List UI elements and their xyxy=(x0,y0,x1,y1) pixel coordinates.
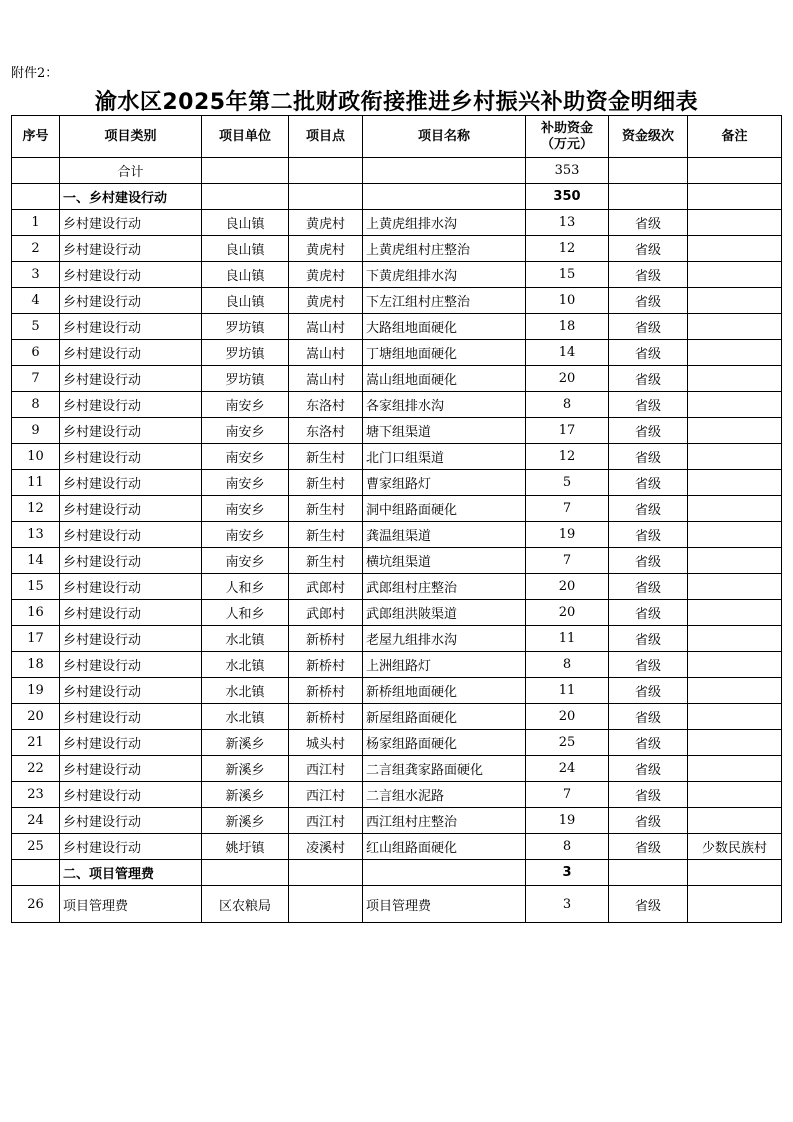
cell-seq: 1 xyxy=(12,210,60,236)
cell-site: 西江村 xyxy=(289,756,363,782)
table-row xyxy=(12,392,782,418)
cell-name: 新屋组路面硬化 xyxy=(363,704,526,730)
cell-site: 东洛村 xyxy=(289,392,363,418)
cell-seq: 13 xyxy=(12,522,60,548)
table-row xyxy=(12,470,782,496)
cell-unit: 新溪乡 xyxy=(202,756,289,782)
cell-category: 乡村建设行动 xyxy=(60,496,202,522)
cell-site: 新生村 xyxy=(289,548,363,574)
cell-level: 省级 xyxy=(609,782,688,808)
cell-funds: 10 xyxy=(526,288,609,314)
cell-remark xyxy=(688,704,782,730)
cell-category: 乡村建设行动 xyxy=(60,340,202,366)
cell-remark xyxy=(688,210,782,236)
cell-funds: 12 xyxy=(526,236,609,262)
header-unit: 项目单位 xyxy=(202,116,289,158)
cell-funds: 3 xyxy=(526,886,609,923)
cell-category: 项目管理费 xyxy=(60,886,202,923)
cell-funds: 20 xyxy=(526,704,609,730)
cell-site: 嵩山村 xyxy=(289,314,363,340)
cell-site: 黄虎村 xyxy=(289,210,363,236)
cell-funds: 7 xyxy=(526,496,609,522)
cell-site: 黄虎村 xyxy=(289,288,363,314)
table-row xyxy=(12,808,782,834)
cell-remark xyxy=(688,340,782,366)
cell-remark xyxy=(688,808,782,834)
cell-name: 项目管理费 xyxy=(363,886,526,923)
cell-level: 省级 xyxy=(609,236,688,262)
cell-name: 杨家组路面硬化 xyxy=(363,730,526,756)
cell-site: 新生村 xyxy=(289,444,363,470)
cell-funds: 20 xyxy=(526,366,609,392)
cell-unit: 罗坊镇 xyxy=(202,314,289,340)
cell-seq: 10 xyxy=(12,444,60,470)
cell-unit: 新溪乡 xyxy=(202,808,289,834)
table-row xyxy=(12,340,782,366)
cell-level: 省级 xyxy=(609,418,688,444)
cell-site: 东洛村 xyxy=(289,418,363,444)
cell-category: 乡村建设行动 xyxy=(60,704,202,730)
header-seq: 序号 xyxy=(12,116,60,158)
cell-name: 北门口组渠道 xyxy=(363,444,526,470)
cell-funds: 8 xyxy=(526,652,609,678)
cell-name: 嵩山组地面硬化 xyxy=(363,366,526,392)
table-row xyxy=(12,652,782,678)
cell-level: 省级 xyxy=(609,626,688,652)
cell-seq: 5 xyxy=(12,314,60,340)
cell-category: 乡村建设行动 xyxy=(60,678,202,704)
cell-funds: 19 xyxy=(526,522,609,548)
cell-category: 乡村建设行动 xyxy=(60,314,202,340)
cell-unit: 南安乡 xyxy=(202,444,289,470)
cell-seq: 2 xyxy=(12,236,60,262)
cell-site: 新生村 xyxy=(289,522,363,548)
cell-name: 武郎组洪陂渠道 xyxy=(363,600,526,626)
page-title: 渝水区2025年第二批财政衔接推进乡村振兴补助资金明细表 xyxy=(94,90,699,115)
cell-remark xyxy=(688,366,782,392)
section-row xyxy=(12,860,782,886)
cell-seq: 15 xyxy=(12,574,60,600)
cell-unit: 罗坊镇 xyxy=(202,366,289,392)
cell-level: 省级 xyxy=(609,886,688,923)
cell-level: 省级 xyxy=(609,756,688,782)
cell-funds: 19 xyxy=(526,808,609,834)
cell-remark xyxy=(688,496,782,522)
cell-unit: 区农粮局 xyxy=(202,886,289,923)
cell-site: 西江村 xyxy=(289,808,363,834)
cell-unit: 南安乡 xyxy=(202,470,289,496)
cell-name: 西江组村庄整治 xyxy=(363,808,526,834)
cell-category: 乡村建设行动 xyxy=(60,262,202,288)
cell-category: 乡村建设行动 xyxy=(60,548,202,574)
header-remark: 备注 xyxy=(688,116,782,158)
cell-site: 新桥村 xyxy=(289,704,363,730)
cell-remark xyxy=(688,314,782,340)
cell-seq: 9 xyxy=(12,418,60,444)
header-funds-line1: 补助资金 xyxy=(540,120,593,136)
cell-site: 新生村 xyxy=(289,470,363,496)
cell-seq: 18 xyxy=(12,652,60,678)
cell-category: 乡村建设行动 xyxy=(60,288,202,314)
header-row xyxy=(12,116,782,158)
cell-remark xyxy=(688,470,782,496)
cell-name: 横坑组渠道 xyxy=(363,548,526,574)
section2-label: 二、项目管理费 xyxy=(60,860,202,886)
cell-site: 城头村 xyxy=(289,730,363,756)
cell-unit: 南安乡 xyxy=(202,522,289,548)
cell-remark xyxy=(688,652,782,678)
cell-seq: 20 xyxy=(12,704,60,730)
cell-unit: 水北镇 xyxy=(202,704,289,730)
cell-seq: 21 xyxy=(12,730,60,756)
table-row xyxy=(12,834,782,860)
cell-funds: 8 xyxy=(526,834,609,860)
cell-category: 乡村建设行动 xyxy=(60,756,202,782)
cell-remark xyxy=(688,756,782,782)
cell-category: 乡村建设行动 xyxy=(60,444,202,470)
cell-seq: 22 xyxy=(12,756,60,782)
cell-name: 上洲组路灯 xyxy=(363,652,526,678)
cell-site: 嵩山村 xyxy=(289,340,363,366)
cell-unit: 姚圩镇 xyxy=(202,834,289,860)
cell-funds: 24 xyxy=(526,756,609,782)
cell-name: 曹家组路灯 xyxy=(363,470,526,496)
cell-category: 乡村建设行动 xyxy=(60,626,202,652)
table-row xyxy=(12,366,782,392)
cell-level: 省级 xyxy=(609,730,688,756)
cell-level: 省级 xyxy=(609,600,688,626)
cell-name: 新桥组地面硬化 xyxy=(363,678,526,704)
table-row xyxy=(12,730,782,756)
cell-funds: 17 xyxy=(526,418,609,444)
cell-level: 省级 xyxy=(609,444,688,470)
header-category: 项目类别 xyxy=(60,116,202,158)
table-row xyxy=(12,626,782,652)
cell-site: 武郎村 xyxy=(289,574,363,600)
cell-unit: 良山镇 xyxy=(202,210,289,236)
cell-category: 乡村建设行动 xyxy=(60,730,202,756)
cell-unit: 南安乡 xyxy=(202,418,289,444)
cell-remark xyxy=(688,288,782,314)
cell-funds: 12 xyxy=(526,444,609,470)
cell-level: 省级 xyxy=(609,496,688,522)
cell-name: 下左江组村庄整治 xyxy=(363,288,526,314)
cell-remark xyxy=(688,886,782,923)
cell-unit: 水北镇 xyxy=(202,652,289,678)
cell-level: 省级 xyxy=(609,704,688,730)
cell-seq: 11 xyxy=(12,470,60,496)
cell-category: 乡村建设行动 xyxy=(60,522,202,548)
cell-name: 龚温组渠道 xyxy=(363,522,526,548)
cell-remark xyxy=(688,548,782,574)
cell-category: 乡村建设行动 xyxy=(60,366,202,392)
cell-level: 省级 xyxy=(609,340,688,366)
cell-category: 乡村建设行动 xyxy=(60,600,202,626)
section-row xyxy=(12,184,782,210)
cell-remark xyxy=(688,782,782,808)
cell-unit: 南安乡 xyxy=(202,392,289,418)
funds-detail-table xyxy=(11,115,782,923)
cell-site: 武郎村 xyxy=(289,600,363,626)
section1-label: 一、乡村建设行动 xyxy=(60,184,202,210)
cell-seq: 14 xyxy=(12,548,60,574)
cell-level: 省级 xyxy=(609,470,688,496)
table-row xyxy=(12,314,782,340)
cell-funds: 5 xyxy=(526,470,609,496)
table-row xyxy=(12,600,782,626)
cell-remark xyxy=(688,678,782,704)
cell-name: 二言组龚家路面硬化 xyxy=(363,756,526,782)
table-row xyxy=(12,704,782,730)
cell-category: 乡村建设行动 xyxy=(60,574,202,600)
cell-site: 嵩山村 xyxy=(289,366,363,392)
cell-level: 省级 xyxy=(609,834,688,860)
cell-site: 黄虎村 xyxy=(289,262,363,288)
cell-unit: 良山镇 xyxy=(202,288,289,314)
cell-funds: 13 xyxy=(526,210,609,236)
cell-level: 省级 xyxy=(609,314,688,340)
cell-seq: 8 xyxy=(12,392,60,418)
cell-seq: 25 xyxy=(12,834,60,860)
cell-funds: 11 xyxy=(526,678,609,704)
cell-remark xyxy=(688,392,782,418)
cell-name: 二言组水泥路 xyxy=(363,782,526,808)
cell-seq: 24 xyxy=(12,808,60,834)
cell-level: 省级 xyxy=(609,288,688,314)
cell-category: 乡村建设行动 xyxy=(60,782,202,808)
cell-funds: 7 xyxy=(526,548,609,574)
cell-remark xyxy=(688,262,782,288)
cell-funds: 18 xyxy=(526,314,609,340)
cell-site: 新桥村 xyxy=(289,652,363,678)
cell-category: 乡村建设行动 xyxy=(60,834,202,860)
cell-name: 上黄虎组排水沟 xyxy=(363,210,526,236)
table-row xyxy=(12,678,782,704)
table-row xyxy=(12,548,782,574)
cell-name: 各家组排水沟 xyxy=(363,392,526,418)
cell-funds: 15 xyxy=(526,262,609,288)
cell-unit: 水北镇 xyxy=(202,678,289,704)
table-row xyxy=(12,756,782,782)
section2-funds: 3 xyxy=(526,860,609,886)
cell-seq: 19 xyxy=(12,678,60,704)
cell-funds: 7 xyxy=(526,782,609,808)
header-site: 项目点 xyxy=(289,116,363,158)
header-name: 项目名称 xyxy=(363,116,526,158)
cell-category: 乡村建设行动 xyxy=(60,808,202,834)
cell-remark xyxy=(688,418,782,444)
cell-funds: 8 xyxy=(526,392,609,418)
cell-category: 乡村建设行动 xyxy=(60,210,202,236)
cell-level: 省级 xyxy=(609,392,688,418)
cell-funds: 20 xyxy=(526,600,609,626)
cell-seq: 26 xyxy=(12,886,60,923)
section1-funds: 350 xyxy=(526,184,609,210)
cell-seq: 12 xyxy=(12,496,60,522)
cell-seq: 4 xyxy=(12,288,60,314)
cell-category: 乡村建设行动 xyxy=(60,236,202,262)
table-row xyxy=(12,262,782,288)
cell-seq: 3 xyxy=(12,262,60,288)
cell-site: 新桥村 xyxy=(289,626,363,652)
cell-name: 老屋九组排水沟 xyxy=(363,626,526,652)
cell-site: 新生村 xyxy=(289,496,363,522)
cell-remark xyxy=(688,626,782,652)
cell-unit: 南安乡 xyxy=(202,496,289,522)
cell-unit: 罗坊镇 xyxy=(202,340,289,366)
cell-unit: 人和乡 xyxy=(202,600,289,626)
cell-funds: 14 xyxy=(526,340,609,366)
cell-remark xyxy=(688,444,782,470)
cell-name: 上黄虎组村庄整治 xyxy=(363,236,526,262)
cell-level: 省级 xyxy=(609,210,688,236)
cell-name: 下黄虎组排水沟 xyxy=(363,262,526,288)
cell-site: 新桥村 xyxy=(289,678,363,704)
cell-remark xyxy=(688,522,782,548)
cell-site: 黄虎村 xyxy=(289,236,363,262)
cell-unit: 南安乡 xyxy=(202,548,289,574)
cell-unit: 新溪乡 xyxy=(202,782,289,808)
cell-name: 丁塘组地面硬化 xyxy=(363,340,526,366)
table-row xyxy=(12,210,782,236)
table-row xyxy=(12,574,782,600)
cell-level: 省级 xyxy=(609,366,688,392)
cell-seq: 16 xyxy=(12,600,60,626)
cell-remark xyxy=(688,574,782,600)
cell-remark: 少数民族村 xyxy=(688,834,782,860)
total-label: 合计 xyxy=(60,158,202,184)
cell-category: 乡村建设行动 xyxy=(60,418,202,444)
cell-category: 乡村建设行动 xyxy=(60,470,202,496)
cell-name: 塘下组渠道 xyxy=(363,418,526,444)
cell-site: 西江村 xyxy=(289,782,363,808)
cell-category: 乡村建设行动 xyxy=(60,392,202,418)
cell-unit: 良山镇 xyxy=(202,262,289,288)
cell-level: 省级 xyxy=(609,574,688,600)
table-row xyxy=(12,236,782,262)
cell-seq: 6 xyxy=(12,340,60,366)
cell-level: 省级 xyxy=(609,548,688,574)
cell-site xyxy=(289,886,363,923)
cell-remark xyxy=(688,236,782,262)
cell-name: 红山组路面硬化 xyxy=(363,834,526,860)
table-row xyxy=(12,444,782,470)
cell-seq: 17 xyxy=(12,626,60,652)
table-row xyxy=(12,782,782,808)
cell-category: 乡村建设行动 xyxy=(60,652,202,678)
cell-remark xyxy=(688,730,782,756)
cell-funds: 11 xyxy=(526,626,609,652)
header-level: 资金级次 xyxy=(609,116,688,158)
cell-seq: 23 xyxy=(12,782,60,808)
cell-remark xyxy=(688,600,782,626)
header-funds-line2: （万元） xyxy=(540,136,593,152)
cell-unit: 良山镇 xyxy=(202,236,289,262)
cell-name: 武郎组村庄整治 xyxy=(363,574,526,600)
table-row xyxy=(12,288,782,314)
total-row xyxy=(12,158,782,184)
table-row xyxy=(12,886,782,923)
cell-level: 省级 xyxy=(609,678,688,704)
table-row xyxy=(12,418,782,444)
cell-level: 省级 xyxy=(609,262,688,288)
cell-level: 省级 xyxy=(609,652,688,678)
cell-unit: 人和乡 xyxy=(202,574,289,600)
cell-unit: 新溪乡 xyxy=(202,730,289,756)
cell-unit: 水北镇 xyxy=(202,626,289,652)
cell-seq: 7 xyxy=(12,366,60,392)
cell-funds: 20 xyxy=(526,574,609,600)
cell-level: 省级 xyxy=(609,522,688,548)
header-funds xyxy=(526,116,609,158)
cell-name: 洞中组路面硬化 xyxy=(363,496,526,522)
attachment-label: 附件2： xyxy=(11,66,59,81)
cell-site: 凌溪村 xyxy=(289,834,363,860)
cell-level: 省级 xyxy=(609,808,688,834)
cell-name: 大路组地面硬化 xyxy=(363,314,526,340)
total-funds: 353 xyxy=(526,158,609,184)
table-row xyxy=(12,522,782,548)
table-row xyxy=(12,496,782,522)
cell-funds: 25 xyxy=(526,730,609,756)
